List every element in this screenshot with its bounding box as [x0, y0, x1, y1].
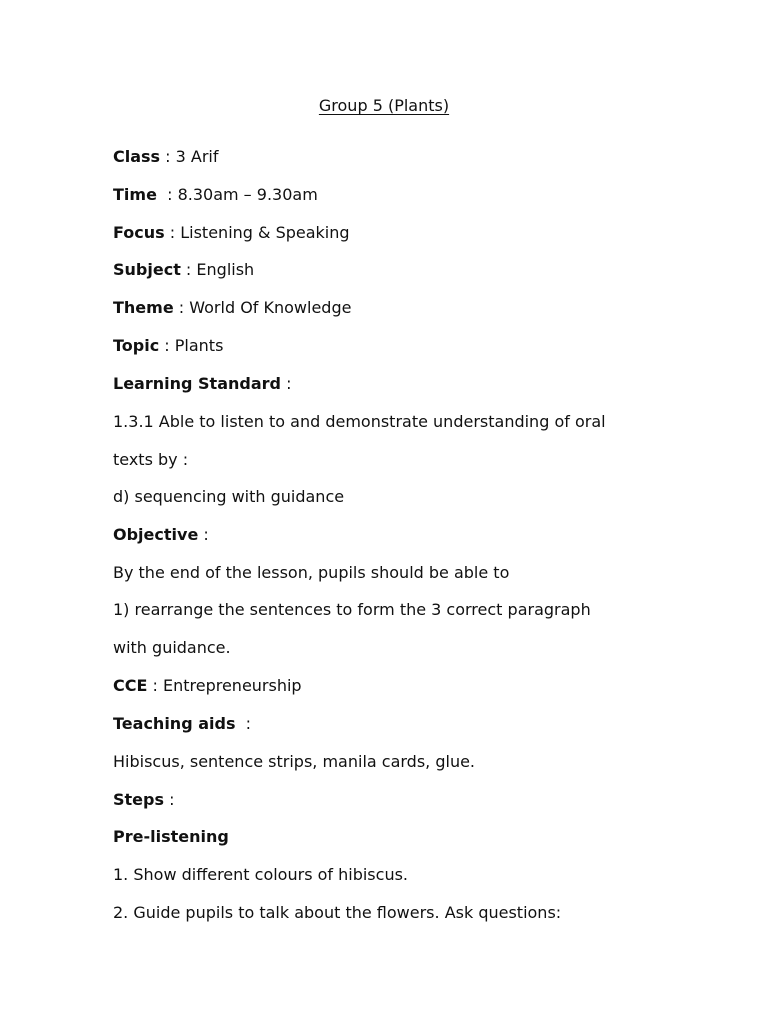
cce-value: Entrepreneurship	[162, 676, 302, 695]
teaching-aids-heading	[113, 713, 733, 735]
steps-heading	[113, 789, 733, 811]
time-line	[113, 184, 733, 206]
topic-line	[113, 335, 733, 357]
objective-separator: :	[198, 525, 209, 544]
steps-separator: :	[164, 790, 175, 809]
focus-line	[113, 222, 733, 244]
pre-listening-step-2: 2. Guide pupils to talk about the flowers. Ask questions:	[113, 903, 562, 922]
learning-standard-line-2: texts by :	[113, 450, 189, 469]
theme-value: World Of Knowledge	[189, 298, 352, 317]
objective-line-1: By the end of the lesson, pupils should be able to	[113, 563, 510, 582]
document-title: Group 5 (Plants)	[318, 96, 450, 115]
focus-value: Listening & Speaking	[180, 223, 350, 242]
class-line	[113, 146, 733, 168]
learning-standard-label: Learning Standard	[113, 374, 281, 393]
pre-listening-heading: Pre-listening	[113, 827, 229, 846]
time-separator: :	[156, 185, 178, 204]
pre-listening-step-1: 1. Show different colours of hibiscus.	[113, 865, 408, 884]
time-value: 8.30am – 9.30am	[177, 185, 318, 204]
class-separator: :	[160, 147, 176, 166]
topic-label: Topic	[113, 336, 160, 355]
class-value: 3 Arif	[175, 147, 219, 166]
theme-separator: :	[173, 298, 190, 317]
topic-separator: :	[159, 336, 175, 355]
learning-standard-line-1: 1.3.1 Able to listen to and demonstrate understanding of oral	[113, 412, 606, 431]
topic-value: Plants	[174, 336, 224, 355]
objective-line-3: with guidance.	[113, 638, 231, 657]
cce-label: CCE	[113, 676, 148, 695]
learning-standard-line-3: d) sequencing with guidance	[113, 487, 345, 506]
subject-line	[113, 259, 733, 281]
focus-label: Focus	[113, 223, 165, 242]
theme-label: Theme	[113, 298, 174, 317]
steps-label: Steps	[113, 790, 164, 809]
focus-separator: :	[164, 223, 181, 242]
cce-line	[113, 675, 733, 697]
objective-label: Objective	[113, 525, 199, 544]
subject-value: English	[196, 260, 255, 279]
objective-heading	[113, 524, 733, 546]
time-label: Time	[113, 185, 157, 204]
learning-standard-heading	[113, 373, 733, 395]
teaching-aids-text: Hibiscus, sentence strips, manila cards, glue.	[113, 752, 476, 771]
cce-separator: :	[147, 676, 163, 695]
subject-separator: :	[180, 260, 197, 279]
teaching-aids-label: Teaching aids	[113, 714, 236, 733]
subject-label: Subject	[113, 260, 181, 279]
theme-line	[113, 297, 733, 319]
objective-line-2: 1) rearrange the sentences to form the 3 correct paragraph	[113, 600, 591, 619]
class-label: Class	[113, 147, 161, 166]
learning-standard-separator: :	[280, 374, 292, 393]
teaching-aids-separator: :	[235, 714, 252, 733]
